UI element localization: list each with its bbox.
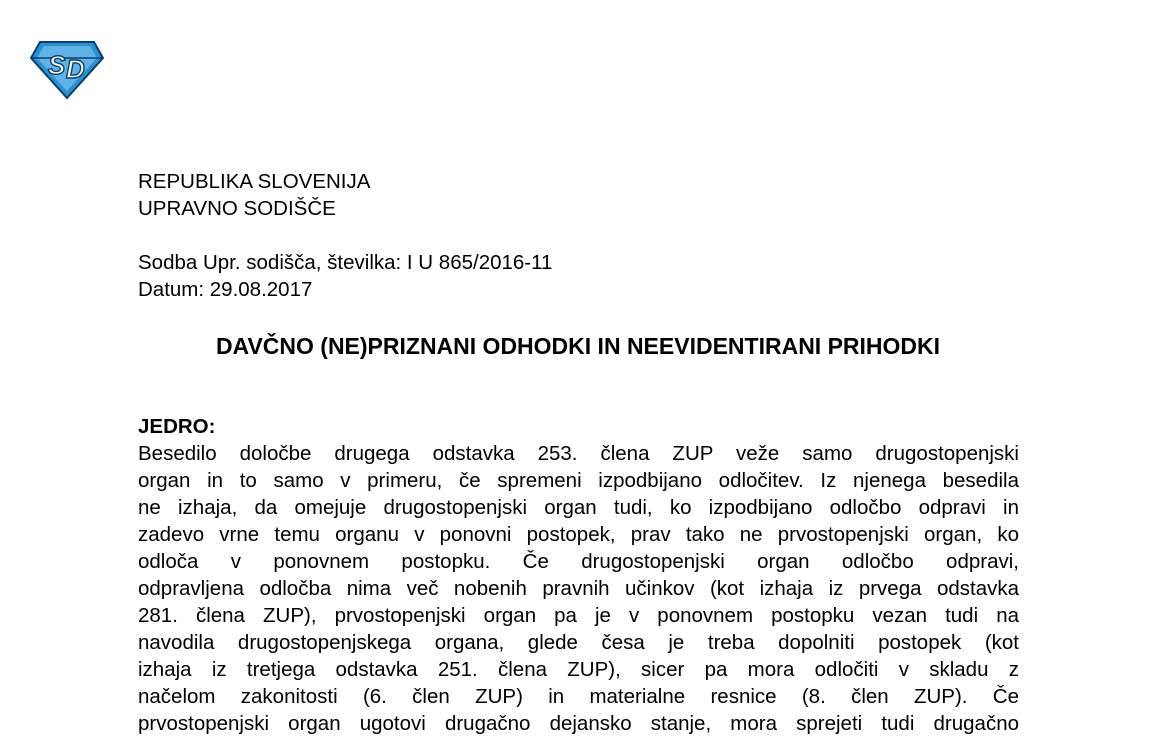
shield-diamond-logo-icon (30, 40, 104, 100)
svg-text:D: D (66, 54, 85, 84)
country-name: REPUBLIKA SLOVENIJA (138, 170, 371, 193)
body-line: odloča v ponovnem postopku. Če drugostopenjski organ odločbo odpravi, (138, 550, 1019, 573)
judgment-date: Datum: 29.08.2017 (138, 278, 313, 301)
judgment-meta (138, 249, 552, 303)
body-line: odpravljena odločba nima več nobenih pravnih učinkov (kot izhaja iz prvega odstavka (138, 577, 1019, 600)
body-line: zadevo vrne temu organu v ponovni postopek, prav tako ne prvostopenjski organ, ko (138, 523, 1019, 546)
court-logo (30, 40, 104, 100)
body-line: Besedilo določbe drugega odstavka 253. člena ZUP veže samo drugostopenjski (138, 442, 1019, 465)
body-line: izhaja iz tretjega odstavka 251. člena ZUP), sicer pa mora odločiti v skladu z (138, 658, 1019, 681)
body-line: navodila drugostopenjskega organa, glede česa je treba dopolniti postopek (kot (138, 631, 1019, 654)
section-body (138, 440, 1019, 737)
body-line: načelom zakonitosti (6. člen ZUP) in materialne resnice (8. člen ZUP). Če (138, 685, 1019, 708)
section-heading: JEDRO: (138, 415, 216, 438)
body-line: 281. člena ZUP), prvostopenjski organ pa je v ponovnem postopku vezan tudi na (138, 604, 1019, 627)
court-header (138, 168, 370, 222)
court-name: UPRAVNO SODIŠČE (138, 197, 336, 220)
body-line: prvostopenjski organ ugotovi drugačno dejansko stanje, mora sprejeti tudi drugačno (138, 712, 1019, 735)
svg-text:S: S (48, 50, 66, 80)
body-line: ne izhaja, da omejuje drugostopenjski organ tudi, ko izpodbijano odločbo odpravi in (138, 496, 1019, 519)
document-title: DAVČNO (NE)PRIZNANI ODHODKI IN NEEVIDENTIRANI PRIHODKI (215, 333, 941, 359)
judgment-number: Sodba Upr. sodišča, številka: I U 865/2016-11 (138, 251, 553, 274)
body-line: organ in to samo v primeru, če spremeni izpodbijano odločitev. Iz njenega besedila (138, 469, 1019, 492)
